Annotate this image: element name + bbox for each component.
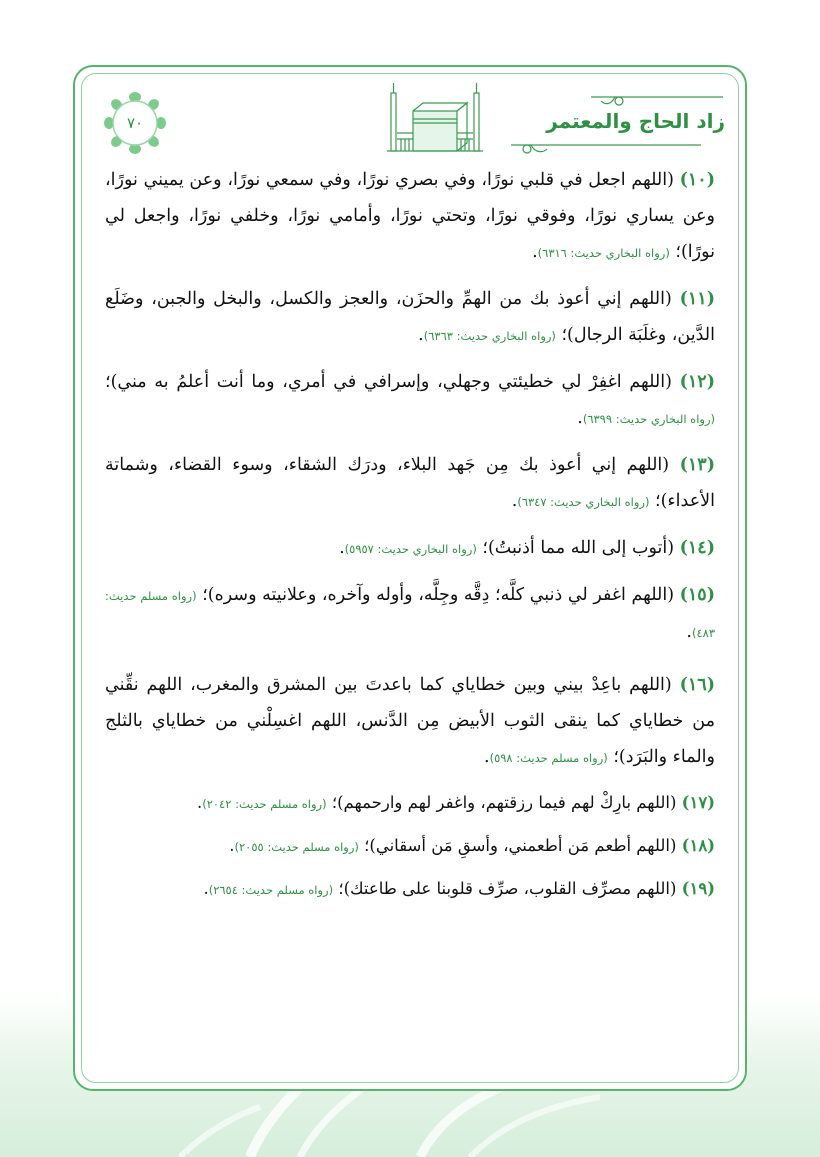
entry-end-mark: . <box>483 747 490 767</box>
hadith-reference: (رواه البخاري حديث: ٦٣٩٩) <box>582 412 715 426</box>
dua-number: (١٦) <box>679 675 715 695</box>
dua-entry <box>105 364 715 437</box>
dua-number: (١١) <box>679 289 715 309</box>
dua-text: (أتوب إلى الله مما أذنبتُ)؛ <box>476 538 680 558</box>
dua-number: (١٤) <box>679 538 715 558</box>
dua-entry <box>105 530 715 567</box>
dua-entry <box>105 577 715 651</box>
dua-number: (١٢) <box>679 372 715 392</box>
dua-number: (١٣) <box>679 455 715 475</box>
dua-number: (١٧) <box>681 793 715 812</box>
page-number: ٧٠ <box>126 114 144 132</box>
entry-end-mark: . <box>196 793 203 812</box>
page-header <box>75 67 749 162</box>
dua-entry <box>105 162 715 271</box>
entry-end-mark: . <box>339 538 345 558</box>
dua-text: (اللهم بارِكْ لهم فيما رزقتهم، واغفر لهم وارحمهم)؛ <box>326 793 682 812</box>
entry-end-mark: . <box>229 836 235 855</box>
book-title: زاد الحاج والمعتمر <box>546 109 725 133</box>
hadith-reference: (رواه مسلم حديث: ٥٩٨) <box>489 751 608 765</box>
page-number-badge <box>103 91 167 155</box>
hadith-reference: (رواه البخاري حديث: ٥٩٥٧) <box>344 542 477 556</box>
dua-text: (اللهم اجعل في قلبي نورًا، وفي بصري نورًا، وفي سمعي نورًا، وعن يميني نورًا، وعن يساري نورًا، وفوقي نورًا، وتحتي نورًا، وأمامي نورًا، وخلفي نورًا، واجعل لي نورًا)؛ <box>105 170 715 262</box>
entry-end-mark: . <box>532 242 538 262</box>
entry-end-mark: . <box>418 325 424 345</box>
dua-entry <box>105 667 715 776</box>
dua-text: (اللهم إني أعوذ بك مِن جَهد البلاء، ودرَك الشقاء، وسوء القضاء، وشماتة الأعداء)؛ <box>105 455 715 511</box>
dua-text: (اللهم مصرِّف القلوب، صرِّف قلوبنا على طاعتك)؛ <box>333 879 682 898</box>
hadith-reference: (رواه البخاري حديث: ٦٣٤٧) <box>517 495 650 509</box>
dua-number: (١٥) <box>679 585 715 605</box>
entry-end-mark: . <box>511 491 518 511</box>
hadith-reference: (رواه البخاري حديث: ٦٣١٦) <box>537 246 670 260</box>
dua-entry <box>105 281 715 354</box>
hadith-reference: (رواه مسلم حديث: ٢٠٥٥) <box>234 840 359 854</box>
page-frame <box>73 65 747 1091</box>
hadith-reference: (رواه مسلم حديث: ٢٠٤٢) <box>202 797 327 811</box>
dua-list <box>105 162 715 915</box>
entry-end-mark: . <box>203 879 209 898</box>
dua-number: (١٠) <box>679 170 715 190</box>
dua-entry <box>105 447 715 520</box>
dua-entry <box>105 829 715 864</box>
dua-text: (اللهم اغفر لي ذنبي كلَّه؛ دِقَّه وجِلَّه، وأوله وآخره، وعلانيته وسره)؛ <box>196 585 680 605</box>
entry-end-mark: . <box>686 622 692 642</box>
hadith-reference: (رواه مسلم حديث: ٤٨٣) <box>105 589 715 640</box>
dua-entry <box>105 872 715 907</box>
dua-number: (١٩) <box>681 879 715 898</box>
dua-text: (اللهم اغفِرْ لي خطيئتي وجهلي، وإسرافي في أمري، وما أنت أعلمُ به مني)؛ <box>105 372 680 392</box>
dua-text: (اللهم أطعم مَن أطعمني، وأسقِ مَن أسقاني)؛ <box>358 836 682 855</box>
hadith-reference: (رواه مسلم حديث: ٢٦٥٤) <box>208 883 334 897</box>
dua-number: (١٨) <box>681 836 715 855</box>
kaaba-icon <box>383 81 487 157</box>
hadith-reference: (رواه البخاري حديث: ٦٣٦٣) <box>423 329 556 343</box>
dua-entry <box>105 786 715 821</box>
dua-text: (اللهم إني أعوذ بك من الهمِّ والحزَن، والعجز والكسل، والبخل والجبن، وضَلَع الدَّين، وغلَبَة الرجال)؛ <box>105 289 715 345</box>
dua-text: (اللهم باعِدْ بيني وبين خطاياي كما باعدتَ بين المشرق والمغرب، اللهم نقِّني من خطاياي كما ينقى الثوب الأبيض مِن الدَّنس، اللهم اغسِلْني من خطاياي بالثلج والماء والبَرَد)؛ <box>105 675 715 767</box>
entry-end-mark: . <box>577 408 583 428</box>
